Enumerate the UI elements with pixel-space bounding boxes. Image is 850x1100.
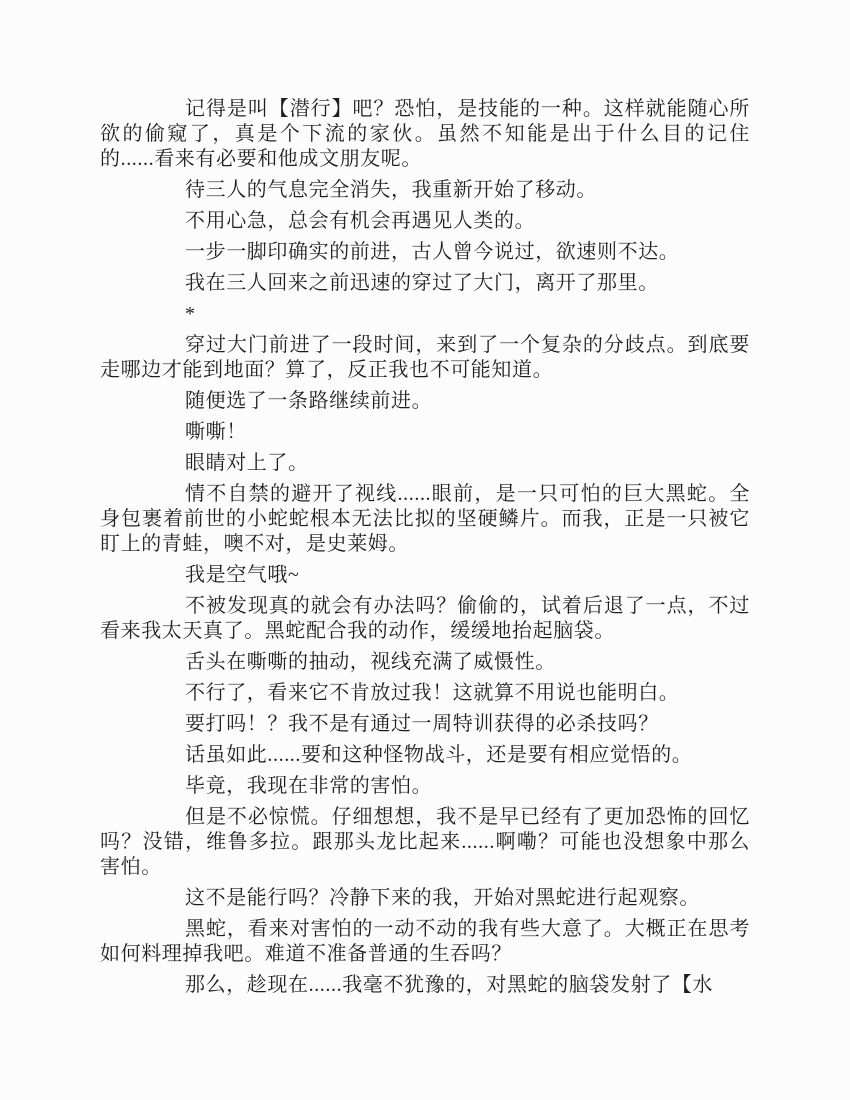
paragraph: 记得是叫【潜行】吧？恐怕，是技能的一种。这样就能随心所欲的偷窥了，真是个下流的家伙。虽然不知能是出于什么目的记住的......看来有必要和他成文朋友呢。 [100, 98, 750, 170]
paragraph: 一步一脚印确实的前进，古人曾今说过，欲速则不达。 [185, 241, 680, 263]
paragraph: 不行了，看来它不肯放过我！这就算不用说也能明白。 [185, 682, 680, 704]
paragraph: 我是空气哦~ [185, 564, 300, 586]
paragraph: 黑蛇，看来对害怕的一动不动的我有些大意了。大概正在思考如何料理掉我吧。难道不准备普通的生吞吗？ [100, 918, 750, 965]
paragraph: 要打吗！？我不是有通过一周特训获得的必杀技吗？ [185, 713, 659, 735]
paragraph: 不用心急，总会有机会再遇见人类的。 [185, 210, 536, 232]
paragraph: 话虽如此......要和这种怪物战斗，还是要有相应觉悟的。 [185, 744, 693, 766]
paragraph: 那么，趁现在......我毫不犹豫的，对黑蛇的脑袋发射了【水 [185, 974, 713, 996]
paragraph: 毕竟，我现在非常的害怕。 [185, 775, 433, 797]
paragraph: 穿过大门前进了一段时间，来到了一个复杂的分歧点。到底要走哪边才能到地面？算了，反正我也不可能知道。 [100, 334, 750, 381]
paragraph: 眼睛对上了。 [185, 452, 309, 474]
paragraph: 舌头在嘶嘶的抽动，视线充满了威慑性。 [185, 651, 556, 673]
paragraph: 待三人的气息完全消失，我重新开始了移动。 [185, 179, 597, 201]
paragraph: 嘶嘶！ [185, 421, 247, 443]
paragraph: 我在三人回来之前迅速的穿过了大门，离开了那里。 [185, 272, 659, 294]
paragraph: 这不是能行吗？冷静下来的我，开始对黑蛇进行起观察。 [185, 887, 700, 909]
paragraph: 但是不必惊慌。仔细想想，我不是早已经有了更加恐怖的回忆吗？没错，维鲁多拉。跟那头龙比起来......啊嘞？可能也没想象中那么害怕。 [100, 806, 750, 878]
paragraph: 随便选了一条路继续前进。 [185, 390, 433, 412]
paragraph: 不被发现真的就会有办法吗？偷偷的，试着后退了一点，不过看来我太天真了。黑蛇配合我的动作，缓缓地抬起脑袋。 [100, 595, 750, 642]
paragraph: 情不自禁的避开了视线......眼前，是一只可怕的巨大黑蛇。全身包裹着前世的小蛇蛇根本无法比拟的坚硬鳞片。而我，正是一只被它盯上的青蛙，噢不对，是史莱姆。 [100, 483, 750, 555]
section-separator-asterisk: * [185, 303, 195, 325]
